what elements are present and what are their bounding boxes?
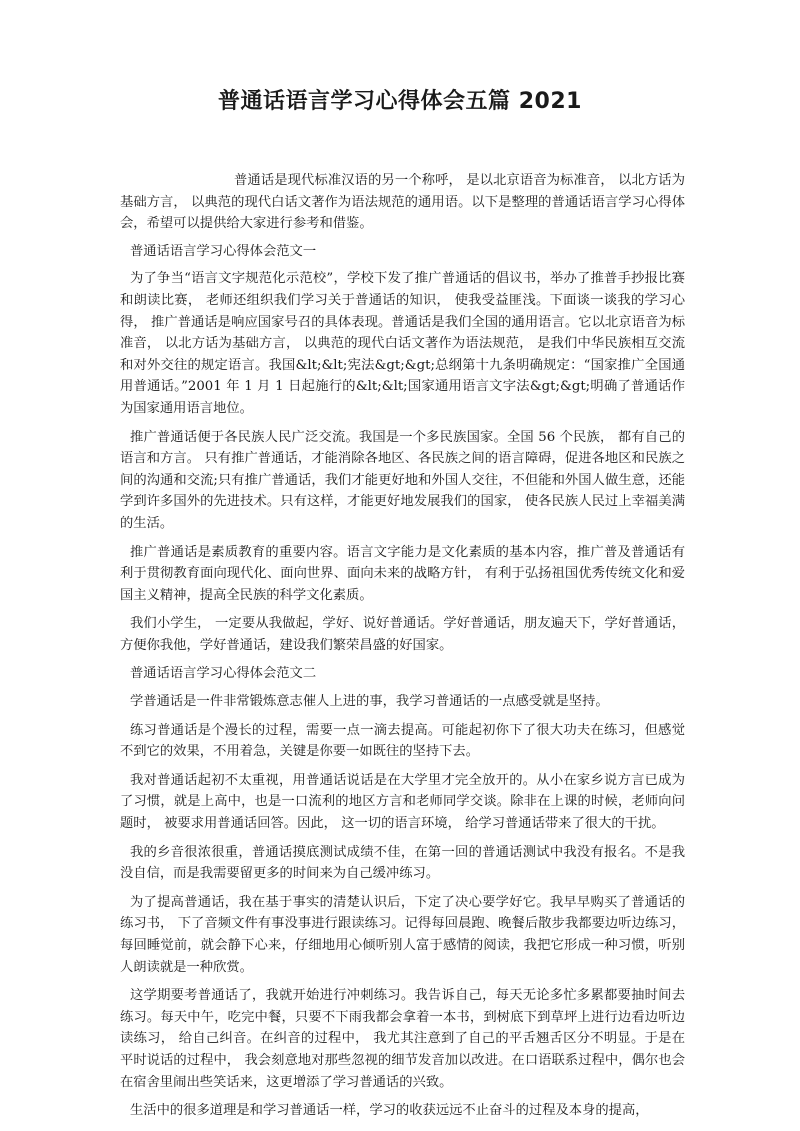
intro-paragraph: 普通话是现代标准汉语的另一个称呼， 是以北京语音为标准音， 以北方话为基础方言， 以典范的现代白话文著作为语法规范的通用语。以下是整理的普通话语言学习心得体会，希望可以提供给大家进行参考和借鉴。 — [120, 173, 685, 232]
paragraph: 这学期要考普通话了，我就开始进行冲刺练习。我告诉自己，每天无论多忙多累都要抽时间去练习。每天中午，吃完中餐，只要不下雨我都会拿着一本书，到树底下到草坪上进行边看边听边读练习， 给自己纠音。在纠音的过程中， 我尤其注意到了自己的平舌翘舌区分不明显。于是在平时说话的过程中， 我会刻意地对那些忽视的细节发音加以改进。在口语联系过程中，偶尔也会在宿舍里闹出些笑话来，这更增添了学习普通话的兴致。 — [120, 988, 685, 1090]
paragraph: 为了提高普通话，我在基于事实的清楚认识后，下定了决心要学好它。我早早购买了普通话的练习书， 下了音频文件有事没事进行跟读练习。记得每回晨跑、晚餐后散步我都要边听边练习，每回睡觉前，就会静下心来，仔细地用心倾听别人富于感情的阅读，我把它形成一种习惯，听别人朗读就是一种欣赏。 — [120, 894, 685, 975]
paragraph: 生活中的很多道理是和学习普通话一样，学习的收获远远不止奋斗的过程及本身的提高， — [130, 1103, 649, 1119]
document-body — [120, 170, 685, 1129]
paragraph: 我们小学生， 一定要从我做起，学好、说好普通话。学好普通话，朋友遍天下，学好普通话，方便你我他，学好普通话，建设我们繁荣昌盛的好国家。 — [120, 616, 685, 653]
paragraph: 为了争当“语言文字规范化示范校”，学校下发了推广普通话的倡议书，举办了推普手抄报比赛和朗读比赛， 老师还组织我们学习关于普通话的知识， 使我受益匪浅。下面谈一谈我的学习心得， 推广普通话是响应国家号召的具体表现。普通话是我们全国的通用语言。它以北京语音为标准音， 以北方话为基础方言， 以典范的现代白话文著作为语法规范， 是我们中华民族相互交流和对外交往的规定语言。我国&lt;&lt;宪法&gt;&gt;总纲第十九条明确规定：“国家推广全国通用普通话。”2001 年 1 月 1 日起施行的&lt;&lt;国家通用语言文字法&gt;&gt;明确了普通话作为国家通用语言地位。 — [120, 271, 685, 416]
document-title: 普通话语言学习心得体会五篇 2021 — [218, 89, 582, 114]
section-heading-1: 普通话语言学习心得体会范文一 — [130, 243, 317, 259]
paragraph: 学普通话是一件非常锻炼意志催人上进的事，我学习普通话的一点感受就是坚持。 — [130, 694, 609, 710]
paragraph: 我对普通话起初不太重视，用普通话说话是在大学里才完全放开的。从小在家乡说方言已成为了习惯，就是上高中，也是一口流利的地区方言和老师同学交谈。除非在上课的时候，老师向问题时， 被要求用普通话回答。因此， 这一切的语言环境， 给学习普通话带来了很大的干扰。 — [120, 772, 685, 832]
paragraph: 我的乡音很浓很重，普通话摸底测试成绩不佳，在第一回的普通话测试中我没有报名。不是我没自信，而是我需要留更多的时间来为自己缓冲练习。 — [120, 844, 685, 882]
paragraph: 练习普通话是个漫长的过程，需要一点一滴去提高。可能起初你下了很大功夫在练习，但感觉不到它的效果，不用着急，关键是你要一如既往的坚持下去。 — [120, 722, 685, 760]
paragraph: 推广普通话是素质教育的重要内容。语言文字能力是文化素质的基本内容，推广普及普通话有利于贯彻教育面向现代化、面向世界、面向未来的战略方针， 有利于弘扬祖国优秀传统文化和爱国主义精神，提高全民族的科学文化素质。 — [120, 544, 685, 603]
paragraph: 推广普通话便于各民族人民广泛交流。我国是一个多民族国家。全国 56 个民族， 都有自己的语言和方言。 只有推广普通话，才能消除各地区、各民族之间的语言障碍，促进各地区和民族之间的沟通和交流;只有推广普通话，我们才能更好地和外国人交往，不但能和外国人做生意，还能学到许多国外的先进技术。只有这样，才能更好地发展我们的国家， 使各民族人民过上幸福美满的生活。 — [120, 429, 685, 531]
section-heading-2: 普通话语言学习心得体会范文二 — [130, 666, 317, 682]
